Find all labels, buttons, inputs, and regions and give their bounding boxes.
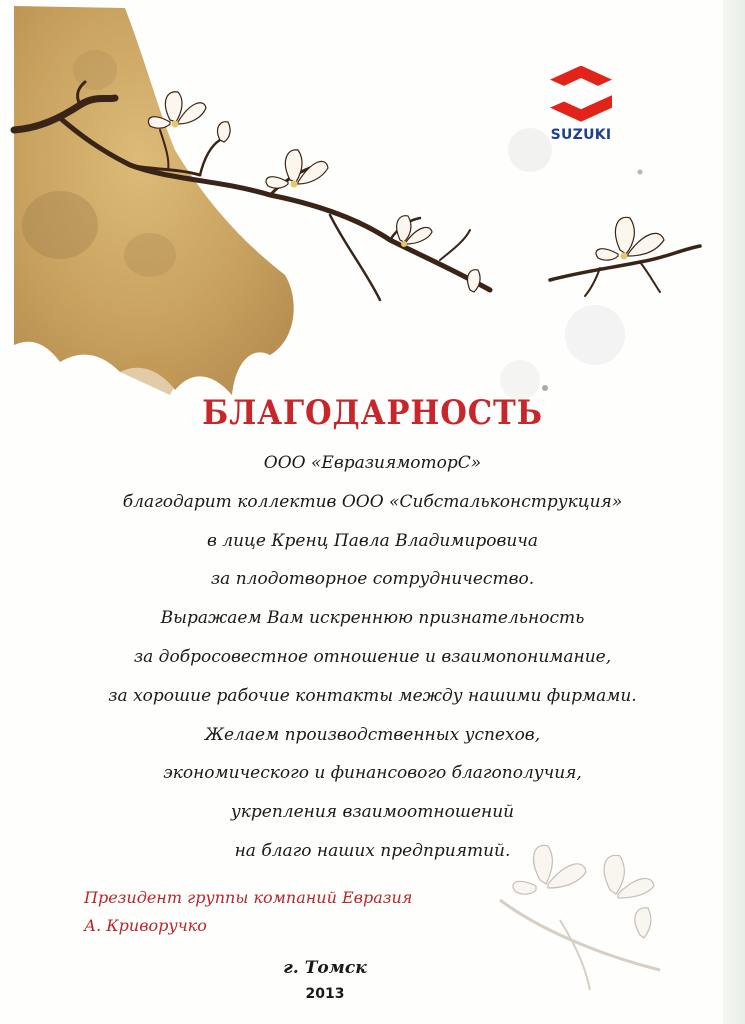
body-line: за добросовестное отношение и взаимопонимание,: [133, 646, 612, 667]
body-line: Желаем производственных успехов,: [204, 724, 541, 745]
body-line: в лице Кренц Павла Владимировича: [206, 530, 539, 551]
signature-position: Президент группы компаний Евразия: [84, 888, 413, 907]
body-line: за плодотворное сотрудничество.: [210, 569, 535, 590]
suzuki-logo-text: SUZUKI: [550, 127, 612, 143]
certificate-body: [0, 444, 745, 871]
body-line: Выражаем Вам искреннюю признательность: [160, 608, 585, 629]
city-label: г. Томск: [283, 958, 367, 978]
year-label: 2013: [305, 986, 345, 1002]
certificate-title: БЛАГОДАРНОСТЬ: [202, 393, 543, 433]
signature-block: [84, 884, 412, 940]
body-line: экономического и финансового благополучия,: [163, 763, 582, 784]
body-line: укрепления взаимоотношений: [230, 802, 515, 823]
signature-name: А. Криворучко: [84, 916, 207, 935]
body-line: на благо наших предприятий.: [234, 840, 511, 861]
body-line: благодарит коллектив ООО «Сибстальконструкция»: [122, 491, 623, 512]
body-line: ООО «ЕвразиямоторС»: [263, 453, 482, 473]
body-line: за хорошие рабочие контакты между нашими фирмами.: [108, 685, 637, 706]
